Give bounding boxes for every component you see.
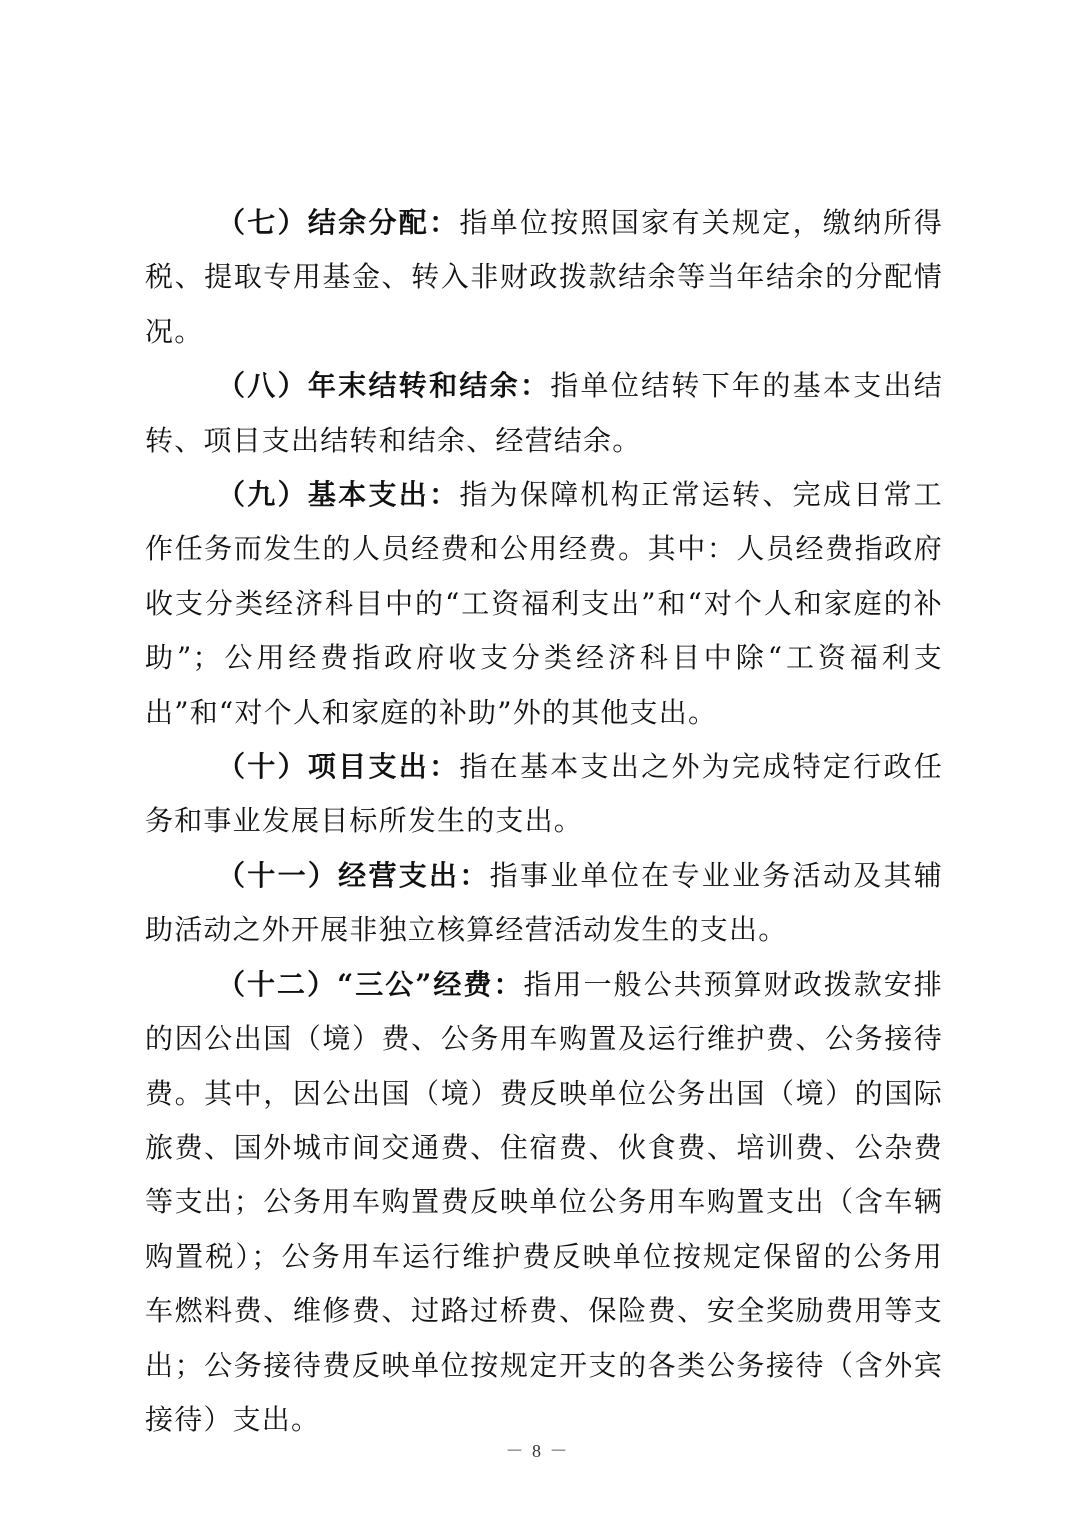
term-definition: 指为保障机构正常运转、完成日常工作任务而发生的人员经费和公用经费。其中：人员经费指政府收支分类经济科目中的“工资福利支出”和“对个人和家庭的补助”；公用经费指政府收支分类经济科目中除“工资福利支出”和“对个人和家庭的补助”外的其他支出。 xyxy=(145,478,944,729)
paragraph-year-end-carryover xyxy=(145,359,943,468)
term-heading: （九）基本支出： xyxy=(217,478,460,512)
term-heading: （十二）“三公”经费： xyxy=(217,967,524,1001)
term-heading: （七）结余分配： xyxy=(217,206,460,239)
term-definition: 指用一般公共预算财政拨款安排的因公出国（境）费、公务用车购置及运行维护费、公务接待费。其中，因公出国（境）费反映单位公务出国（境）的国际旅费、国外城市间交通费、住宿费、伙食费、培训费、公杂费等支出；公务用车购置费反映单位公务用车购置支出（含车辆购置税）；公务用车运行维护费反映单位按规定保留的公务用车燃料费、维修费、过路过桥费、保险费、安全奖励费用等支出；公务接待费反映单位按规定开支的各类公务接待（含外宾接待）支出。 xyxy=(145,967,943,1436)
paragraph-operating-expenditure xyxy=(145,849,943,958)
paragraph-basic-expenditure xyxy=(145,468,943,740)
term-definition: 指事业单位在专业业务活动及其辅助活动之外开展非独立核算经营活动发生的支出。 xyxy=(145,858,943,947)
term-heading: （十）项目支出： xyxy=(217,750,460,784)
paragraph-surplus-distribution xyxy=(145,196,943,359)
term-definition: 指在基本支出之外为完成特定行政任务和事业发展目标所发生的支出。 xyxy=(145,750,944,838)
paragraph-project-expenditure xyxy=(145,740,943,849)
term-heading: （八）年末结转和结余： xyxy=(217,369,551,403)
term-definition: 指单位按照国家有关规定，缴纳所得税、提取专用基金、转入非财政拨款结余等当年结余的分配情况。 xyxy=(145,206,944,348)
paragraph-three-public-expenses xyxy=(145,958,943,1448)
term-definition: 指单位结转下年的基本支出结转、项目支出结转和结余、经营结余。 xyxy=(145,369,943,457)
term-heading: （十一）经营支出： xyxy=(217,858,490,892)
page-number: － 8 － xyxy=(505,1441,570,1461)
document-body xyxy=(145,196,943,1447)
